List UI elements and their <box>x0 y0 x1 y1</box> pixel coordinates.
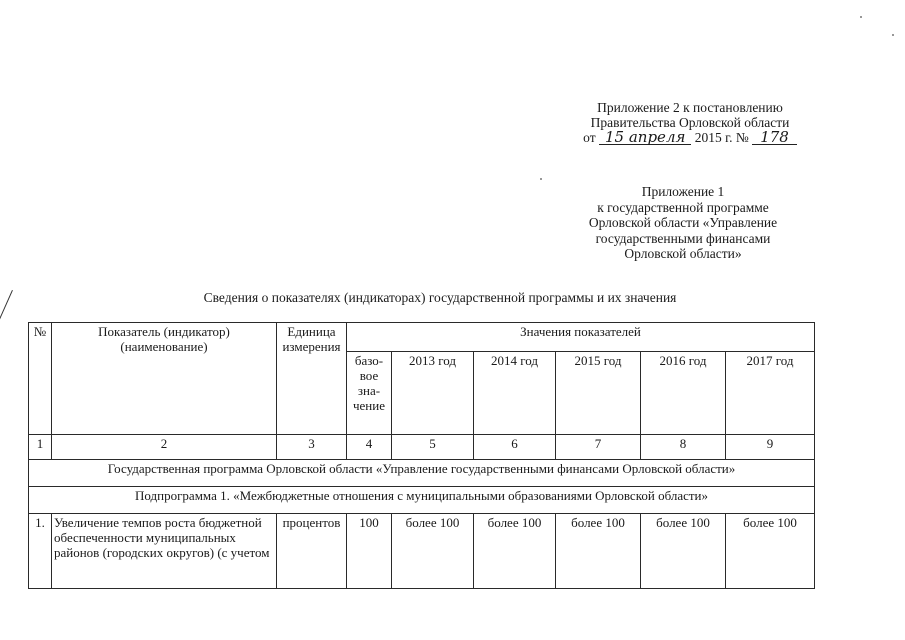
column-number: 5 <box>392 435 474 460</box>
column-number: 4 <box>347 435 392 460</box>
margin-pen-stroke <box>0 290 13 347</box>
subheader-2017: 2017 год <box>726 352 815 435</box>
column-number: 8 <box>641 435 726 460</box>
table-row <box>29 514 815 589</box>
scan-speck <box>860 16 862 18</box>
subheader-base: базо-вое зна-чение <box>347 352 392 435</box>
header-num: № <box>29 323 52 435</box>
document-title: Сведения о показателях (индикаторах) государственной программы и их значения <box>203 290 677 305</box>
row-value-2013: более 100 <box>392 514 474 589</box>
annex-line-2: к государственной программе <box>597 199 769 215</box>
column-number: 3 <box>277 435 347 460</box>
column-number: 7 <box>556 435 641 460</box>
header-unit: Единица измерения <box>277 323 347 435</box>
subheader-2013: 2013 год <box>392 352 474 435</box>
column-number: 9 <box>726 435 815 460</box>
row-num: 1. <box>29 514 52 589</box>
program-annex-header <box>548 184 818 262</box>
subheader-2015: 2015 год <box>556 352 641 435</box>
header-values: Значения показателей <box>347 323 815 352</box>
annex-line-1: Приложение 1 <box>641 184 725 199</box>
row-unit: процентов <box>277 514 347 589</box>
row-value-2015: более 100 <box>556 514 641 589</box>
resolution-annex-header <box>540 100 840 145</box>
subheader-2016: 2016 год <box>641 352 726 435</box>
row-value-2016: более 100 <box>641 514 726 589</box>
column-number: 2 <box>52 435 277 460</box>
row-value-2017: более 100 <box>726 514 815 589</box>
annex-line-4: государственными финансами <box>595 230 771 246</box>
annex-line-5: Орловской области» <box>624 246 742 261</box>
header-date-line <box>540 130 840 145</box>
row-value-base: 100 <box>347 514 392 589</box>
column-number: 1 <box>29 435 52 460</box>
header-indicator: Показатель (индикатор) (наименование) <box>52 323 277 435</box>
header-line-1: Приложение 2 к постановлению <box>597 100 783 115</box>
handwritten-number: 178 <box>752 130 797 145</box>
row-value-2014: более 100 <box>474 514 556 589</box>
date-suffix: 2015 г. № <box>694 130 749 145</box>
scan-speck <box>892 34 894 36</box>
program-row: Государственная программа Орловской области «Управление государственными финансами Орловской области» <box>29 460 815 487</box>
date-prefix: от <box>583 130 596 145</box>
subprogram-row: Подпрограмма 1. «Межбюджетные отношения с муниципальными образованиями Орловской области» <box>29 487 815 514</box>
header-line-2: Правительства Орловской области <box>590 115 790 130</box>
row-indicator: Увеличение темпов роста бюджетной обеспеченности муниципальных районов (городских округов) (с учетом <box>52 514 277 589</box>
column-number-row <box>29 435 815 460</box>
handwritten-date: 15 апреля <box>599 130 691 145</box>
scan-speck <box>540 178 542 180</box>
annex-line-3: Орловской области «Управление <box>588 215 778 230</box>
indicators-table <box>28 322 815 589</box>
column-number: 6 <box>474 435 556 460</box>
subheader-2014: 2014 год <box>474 352 556 435</box>
